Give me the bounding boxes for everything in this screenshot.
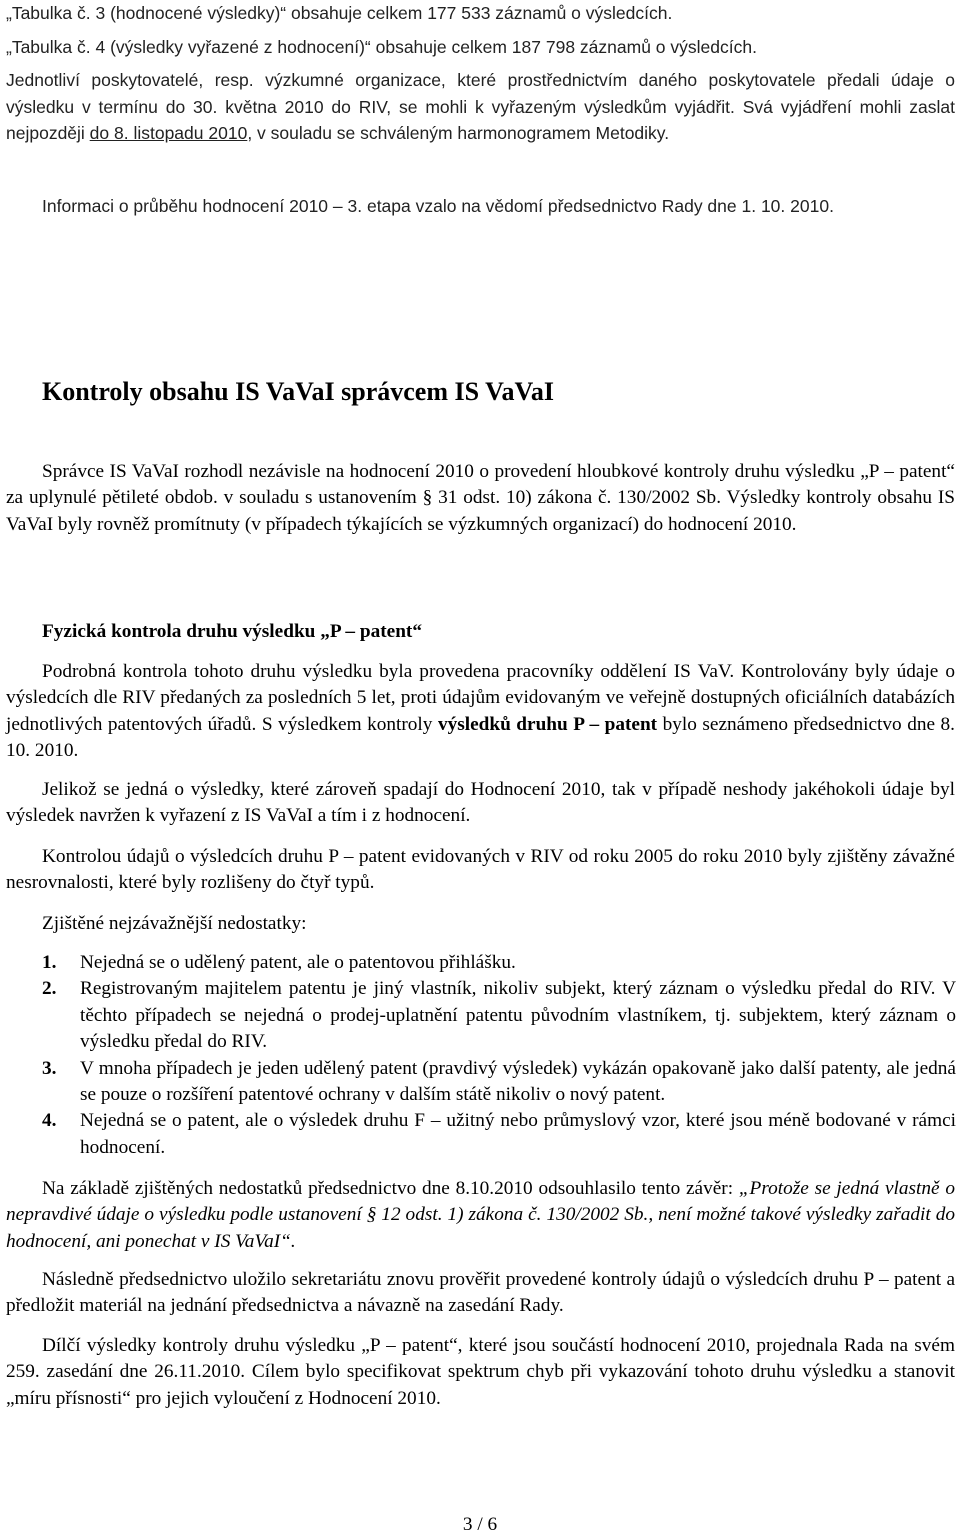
table4-note: „Tabulka č. 4 (výsledky vyřazené z hodnocení)“ obsahuje celkem 187 798 záznamů o výsledcích.	[6, 37, 757, 57]
physical-check-paragraph	[6, 659, 955, 765]
list-item-number: 2.	[42, 978, 57, 1000]
council-paragraph: Dílčí výsledky kontroly druhu výsledku „P – patent“, které jsou součástí hodnocení 2010, projednala Rada na svém 259. zasedání dne 26.11.2010. Cílem bylo specifikovat spektrum chyb při vykazování tohoto druhu výsledku a stanovit „míru přísnosti“ pro jejich vyloučení z Hodnocení 2010.	[6, 1335, 955, 1409]
deadline-underlined: do 8. listopadu 2010	[89, 123, 248, 144]
list-item-number: 1.	[42, 952, 57, 973]
list-item	[42, 1056, 956, 1109]
list-item-number: 3.	[42, 1057, 57, 1079]
conclusion-quote: „Protože se jedná vlastně o nepravdivé údaje o výsledku podle ustanovení § 12 odst. 1) zákona č. 130/2002 Sb., není možné takové výsledky zařadit do hodnocení, ani ponechat v IS VaVaI“.	[6, 1178, 955, 1252]
progress-info-paragraph: Informaci o průběhu hodnocení 2010 – 3. etapa vzalo na vědomí předsednictvo Rady dne 1. 10. 2010.	[42, 196, 834, 216]
providers-text-b: , v souladu se schváleným harmonogramem Metodiky.	[247, 123, 670, 144]
conclusion-paragraph	[6, 1176, 955, 1255]
deficiencies-list-title: Zjištěné nejzávažnější nedostatky:	[42, 913, 307, 934]
deficiencies-list	[42, 950, 956, 1161]
page-number: 3 / 6	[462, 1514, 498, 1535]
inconsistencies-paragraph: Kontrolou údajů o výsledcích druhu P – patent evidovaných v RIV od roku 2005 do roku 2010 byly zjištěny závažné nesrovnalosti, které byly rozlišeny do čtyř typů.	[6, 846, 955, 894]
content-checks-paragraph: Správce IS VaVaI rozhodl nezávisle na hodnocení 2010 o provedení hloubkové kontroly druhu výsledku „P – patent“ za uplynulé pětileté obdob. v souladu s ustanovením § 31 odst. 10) zákona č. 130/2002 Sb. Výsledky kontroly obsahu IS VaVaI byly rovněž promítnuty (v případech týkajících se výzkumných organizací) do hodnocení 2010.	[6, 461, 955, 535]
list-item-text: Registrovaným majitelem patentu je jiný vlastník, nikoliv subjekt, který záznam o výsledku předal do RIV. V těchto případech se nejedná o prodej-uplatnění patentu původním vlastníkem, tj. subjektem, který záznam o výsledku předal do RIV.	[80, 978, 956, 1053]
mismatch-paragraph: Jelikož se jedná o výsledky, které zároveň spadají do Hodnocení 2010, tak v případě neshody jakéhokoli údaje byl výsledek navržen k vyřazení z IS VaVaI a tím i z hodnocení.	[6, 779, 955, 827]
list-item	[42, 1108, 956, 1161]
section-heading-content-checks: Kontroly obsahu IS VaVaI správcem IS VaVaI	[42, 377, 555, 406]
list-item	[42, 950, 956, 976]
recheck-paragraph: Následně předsednictvo uložilo sekretariátu znovu prověřit provedené kontroly údajů o výsledcích druhu P – patent a předložit materiál na jednání předsednictva a návazně na zasedání Rady.	[6, 1269, 955, 1317]
list-item-number: 4.	[42, 1110, 57, 1132]
list-item-text: Nejedná se o patent, ale o výsledek druhu F – užitný nebo průmyslový vzor, které jsou méně bodované v rámci hodnocení.	[80, 1110, 956, 1158]
providers-paragraph	[6, 67, 955, 147]
list-item-text: Nejedná se o udělený patent, ale o patentovou přihlášku.	[80, 952, 516, 973]
table3-note: „Tabulka č. 3 (hodnocené výsledky)“ obsahuje celkem 177 533 záznamů o výsledcích.	[6, 3, 673, 23]
physical-check-text-b: bylo seznámeno předsednictvo dne 8. 10. 2010.	[6, 713, 955, 762]
list-item-text: V mnoha případech je jeden udělený patent (pravdivý výsledek) vykázán opakovaně jako další patenty, ale jedná se pouze o rozšíření patentové ochrany v dalším státě nikoliv o nový patent.	[80, 1057, 956, 1106]
list-item	[42, 976, 956, 1055]
conclusion-text: Na základě zjištěných nedostatků předsednictvo dne 8.10.2010 odsouhlasilo tento závěr:	[42, 1178, 739, 1199]
physical-check-text-a: Podrobná kontrola tohoto druhu výsledku byla provedena pracovníky oddělení IS VaV. Kontrolovány byly údaje o výsledcích dle RIV předaných za posledních 5 let, proti údajům evidovaným ve veřejně dostupných oficiálních databázích jednotlivých patentových úřadů. S výsledkem kontroly	[6, 661, 955, 735]
physical-check-bold: výsledků druhu P – patent	[437, 713, 658, 735]
section-heading-physical-check: Fyzická kontrola druhu výsledku „P – patent“	[42, 621, 422, 642]
providers-text-a: Jednotliví poskytovatelé, resp. výzkumné organizace, které prostřednictvím daného poskytovatele předali údaje o výsledku v termínu do 30. května 2010 do RIV, se mohli k vyřazeným výsledkům vyjádřit. Svá vyjádření mohli zaslat nejpozději	[6, 70, 955, 144]
